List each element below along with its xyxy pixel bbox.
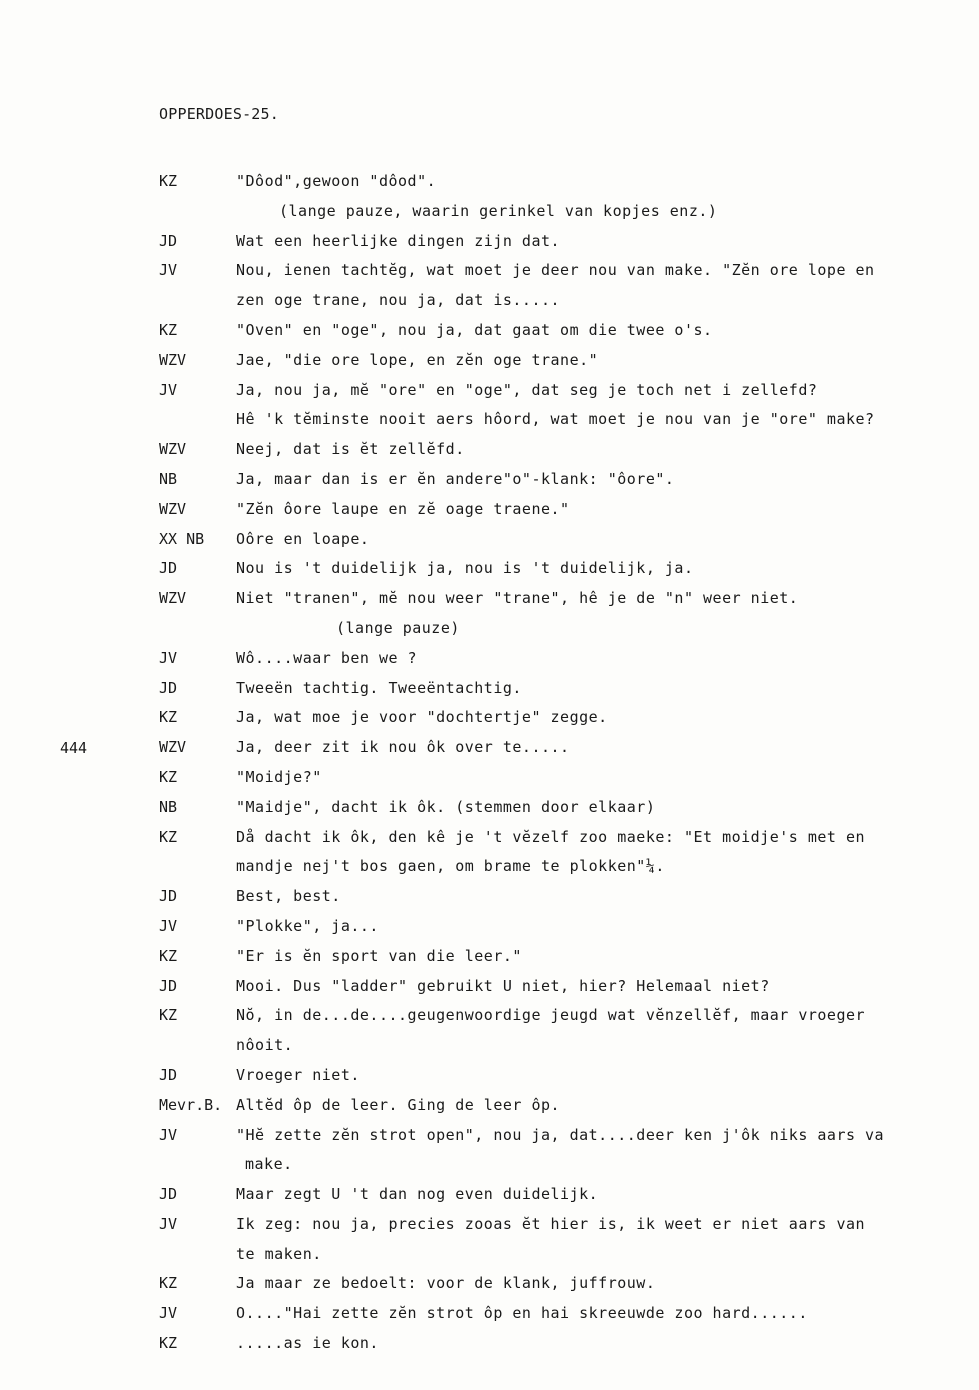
utterance-text: Altĕd ôp de leer. Ging de leer ôp.: [236, 1095, 561, 1114]
utterance-text: Jae, "die ore lope, en zĕn oge trane.": [236, 350, 599, 369]
page-heading: OPPERDOES-25.: [159, 105, 279, 123]
utterance-text: "Oven" en "oge", nou ja, dat gaat om die twee o's.: [236, 320, 713, 339]
transcript-line: [159, 1329, 974, 1359]
transcript-line: [159, 1180, 974, 1210]
transcript-line: [159, 703, 974, 733]
transcript-line: [159, 316, 974, 346]
transcript-line: [159, 972, 974, 1002]
utterance-text: Oôre en loape.: [236, 529, 370, 548]
utterance-text: Ik zeg: nou ja, precies zooas ĕt hier is, ik weet er niet aars van: [236, 1214, 866, 1233]
transcript-line: [159, 525, 974, 555]
utterance-text: Ja, deer zit ik nou ôk over te.....: [236, 738, 570, 757]
speaker-label: JV: [159, 916, 178, 935]
utterance-text: "Hĕ zette zĕn strot open", nou ja, dat....deer ken j'ôk niks aars va: [236, 1125, 885, 1144]
transcript-line: [159, 1210, 974, 1240]
speaker-label: NB: [159, 469, 178, 488]
speaker-label: KZ: [159, 708, 178, 727]
utterance-text: Wat een heerlijke dingen zijn dat.: [236, 231, 561, 250]
transcript-line: [159, 1001, 974, 1031]
speaker-label: KZ: [159, 1006, 178, 1025]
transcript-line: [159, 376, 974, 406]
utterance-text: "Maidje", dacht ik ôk. (stemmen door elkaar): [236, 797, 656, 816]
speaker-label: XX NB: [159, 529, 205, 548]
utterance-text: te maken.: [236, 1244, 322, 1263]
utterance-text: Maar zegt U 't dan nog even duidelijk.: [236, 1185, 599, 1204]
utterance-text: "Plokke", ja...: [236, 916, 379, 935]
utterance-text: make.: [245, 1155, 293, 1174]
utterance-text: Nou, ienen tachtĕg, wat moet je deer nou van make. "Zĕn ore lope en: [236, 261, 875, 280]
transcript-line: [159, 1091, 974, 1121]
speaker-label: JD: [159, 976, 178, 995]
utterance-text: Wô....waar ben we ?: [236, 648, 418, 667]
utterance-text: Ja, maar dan is er ĕn andere"o"-klank: "ôore".: [236, 469, 675, 488]
transcript-line: [159, 1299, 974, 1329]
speaker-label: WZV: [159, 350, 187, 369]
utterance-text: zen oge trane, nou ja, dat is.....: [236, 291, 561, 310]
utterance-text: Best, best.: [236, 887, 341, 906]
speaker-label: JD: [159, 1185, 178, 1204]
transcript-line: [159, 793, 974, 823]
speaker-label: KZ: [159, 1334, 178, 1353]
transcript-line: [159, 1150, 974, 1180]
transcript-line: [159, 435, 974, 465]
speaker-label: KZ: [159, 320, 178, 339]
utterance-text: Niet "tranen", mĕ nou weer "trane", hê je de "n" weer niet.: [236, 589, 799, 608]
utterance-text: Neej, dat is ĕt zellĕfd.: [236, 440, 465, 459]
speaker-label: NB: [159, 797, 178, 816]
utterance-text: Vroeger niet.: [236, 1065, 360, 1084]
utterance-text: Hê 'k tĕminste nooit aers hôord, wat moet je nou van je "ore" make?: [236, 410, 875, 429]
speaker-label: WZV: [159, 440, 187, 459]
utterance-text: O...."Hai zette zĕn strot ôp en hai skreeuwde zoo hard......: [236, 1304, 808, 1323]
transcript-line: [159, 1269, 974, 1299]
speaker-label: JD: [159, 1065, 178, 1084]
speaker-label: JV: [159, 380, 178, 399]
transcript-line: [159, 882, 974, 912]
transcript-line: [159, 733, 974, 763]
utterance-text: "Er is ĕn sport van die leer.": [236, 946, 522, 965]
transcript-line: [159, 465, 974, 495]
speaker-label: JD: [159, 231, 178, 250]
utterance-text: Mooi. Dus "ladder" gebruikt U niet, hier? Helemaal niet?: [236, 976, 770, 995]
transcript-line: [159, 167, 974, 197]
utterance-text: Då dacht ik ôk, den kê je 't vĕzelf zoo maeke: "Et moidje's met en: [236, 827, 866, 846]
speaker-label: JV: [159, 648, 178, 667]
utterance-text: .....as ie kon.: [236, 1334, 379, 1353]
transcript-line: [159, 1240, 974, 1270]
utterance-text: Ja maar ze bedoelt: voor de klank, juffrouw.: [236, 1274, 656, 1293]
utterance-text: (lange pauze): [336, 618, 460, 637]
utterance-text: "Moidje?": [236, 767, 322, 786]
transcript-line: [159, 1031, 974, 1061]
speaker-label: JV: [159, 1125, 178, 1144]
utterance-text: nôoit.: [236, 1036, 294, 1055]
utterance-text: Ja, nou ja, mĕ "ore" en "oge", dat seg je toch net i zellefd?: [236, 380, 818, 399]
utterance-text: (lange pauze, waarin gerinkel van kopjes enz.): [279, 201, 718, 220]
transcript-line: [159, 763, 974, 793]
margin-page-number: 444: [60, 739, 88, 757]
speaker-label: JV: [159, 1304, 178, 1323]
speaker-label: WZV: [159, 738, 187, 757]
speaker-label: JD: [159, 678, 178, 697]
utterance-text: mandje nej't bos gaen, om brame te plokken"¼.: [236, 857, 665, 876]
transcript-line: [159, 554, 974, 584]
speaker-label: KZ: [159, 172, 178, 190]
transcript-line: [159, 912, 974, 942]
transcript-line: [159, 674, 974, 704]
transcript-line: [159, 1061, 974, 1091]
utterance-text: Nou is 't duidelijk ja, nou is 't duidelijk, ja.: [236, 559, 694, 578]
transcript-line: [159, 286, 974, 316]
speaker-label: KZ: [159, 767, 178, 786]
speaker-label: WZV: [159, 499, 187, 518]
transcript-line: [159, 1121, 974, 1151]
speaker-label: KZ: [159, 827, 178, 846]
transcript-line: [159, 644, 974, 674]
utterance-text: "Zĕn ôore laupe en zĕ oage traene.": [236, 499, 570, 518]
transcript-line: [159, 227, 974, 257]
transcript-line: [159, 942, 974, 972]
utterance-text: "Dôod",gewoon "dôod".: [236, 172, 437, 190]
speaker-label: KZ: [159, 946, 178, 965]
utterance-text: Nŏ, in de...de....geugenwoordige jeugd wat vĕnzellĕf, maar vroeger: [236, 1006, 866, 1025]
transcript-line: [159, 495, 974, 525]
transcript-line: [159, 614, 974, 644]
speaker-label: Mevr.B.: [159, 1095, 223, 1114]
transcript-line: [159, 197, 974, 227]
speaker-label: JV: [159, 261, 178, 280]
speaker-label: JD: [159, 887, 178, 906]
utterance-text: Ja, wat moe je voor "dochtertje" zegge.: [236, 708, 608, 727]
transcript-line: [159, 584, 974, 614]
speaker-label: JV: [159, 1214, 178, 1233]
transcript-line: [159, 256, 974, 286]
speaker-label: JD: [159, 559, 178, 578]
transcript: [159, 167, 974, 1359]
utterance-text: Tweeën tachtig. Tweeëntachtig.: [236, 678, 522, 697]
transcript-line: [159, 346, 974, 376]
speaker-label: WZV: [159, 589, 187, 608]
transcript-line: [159, 852, 974, 882]
speaker-label: KZ: [159, 1274, 178, 1293]
transcript-line: [159, 405, 974, 435]
transcript-line: [159, 823, 974, 853]
